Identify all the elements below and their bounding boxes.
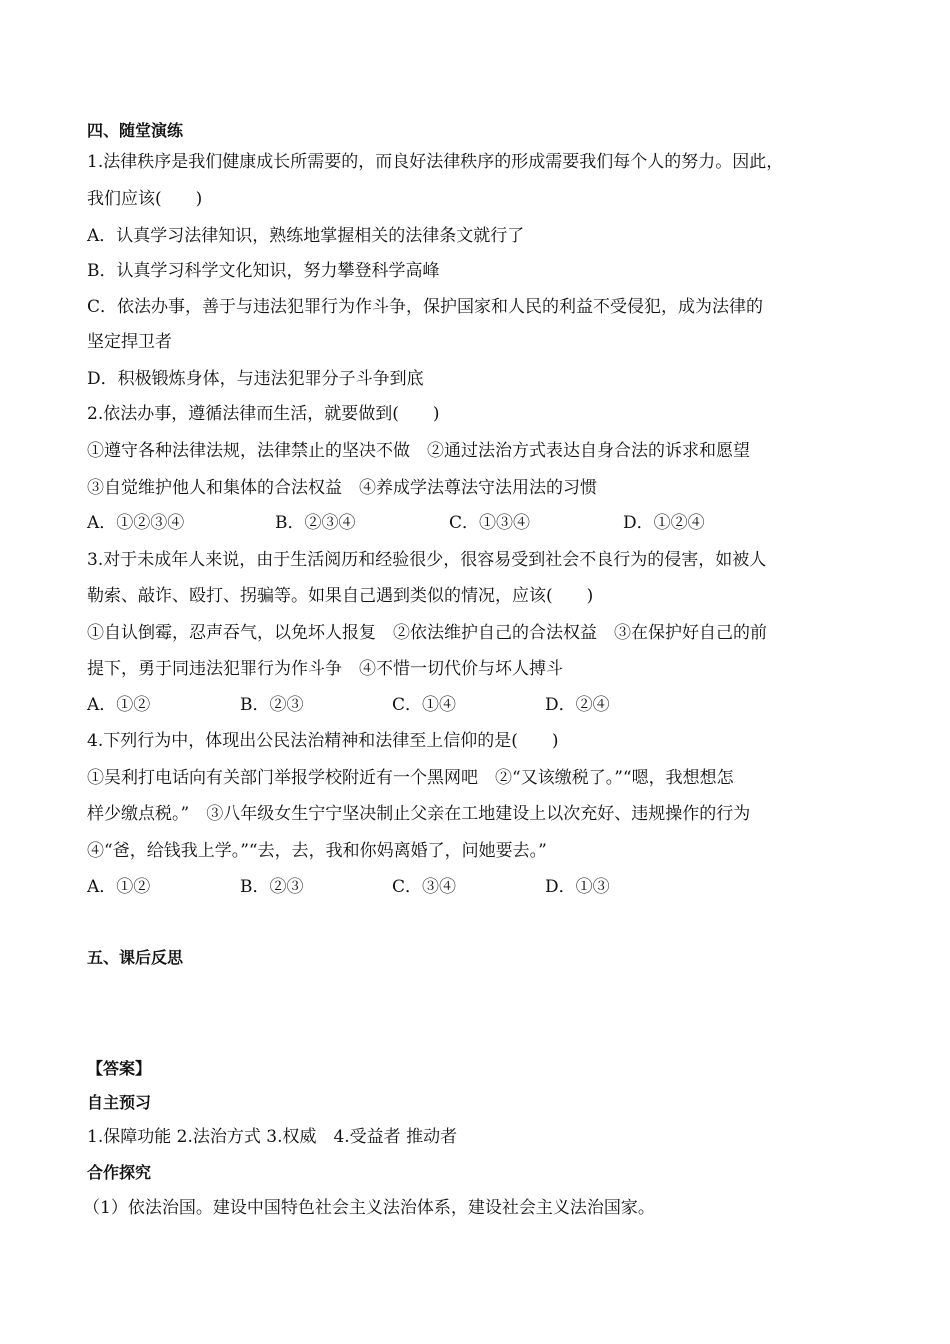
- q1-option-d: D．积极锻炼身体，与违法犯罪分子斗争到底: [87, 369, 424, 389]
- cooperative-inquiry-heading: 合作探究: [87, 1163, 152, 1182]
- q4-stem: 4.下列行为中，体现出公民法治精神和法律至上信仰的是( ): [87, 731, 559, 751]
- answers-heading: 【答案】: [87, 1059, 152, 1078]
- q2-option-b: B．②③④: [275, 513, 356, 533]
- q2-items-line2: ③自觉维护他人和集体的合法权益 ④养成学法尊法守法用法的习惯: [87, 478, 597, 498]
- q4-items-line1: ①吴利打电话向有关部门举报学校附近有一个黑网吧 ②“又该缴税了。”“嗯，我想想怎: [87, 768, 734, 788]
- q1-stem-line2: 我们应该( ): [87, 189, 203, 209]
- q1-option-c-line1: C．依法办事，善于与违法犯罪行为作斗争，保护国家和人民的利益不受侵犯，成为法律的: [87, 297, 764, 317]
- q1-option-b: B．认真学习科学文化知识，努力攀登科学高峰: [87, 261, 440, 281]
- q4-option-d: D．①③: [545, 877, 610, 897]
- cooperative-inquiry-answer: （1）依法治国。建设中国特色社会主义法治体系，建设社会主义法治国家。: [83, 1198, 655, 1218]
- q3-stem-line2: 勒索、敲诈、殴打、拐骗等。如果自己遇到类似的情况，应该( ): [87, 586, 594, 606]
- q3-items-line2: 提下，勇于同违法犯罪行为作斗争 ④不惜一切代价与坏人搏斗: [87, 659, 563, 679]
- q4-option-a: A．①②: [87, 877, 151, 897]
- q3-items-line1: ①自认倒霉，忍声吞气，以免坏人报复 ②依法维护自己的合法权益 ③在保护好自己的前: [87, 623, 767, 643]
- q2-option-c: C．①③④: [449, 513, 531, 533]
- q4-items-line3: ④“爸，给钱我上学。”“去，去，我和你妈离婚了，问她要去。”: [87, 841, 547, 861]
- q1-option-a: A．认真学习法律知识，熟练地掌握相关的法律条文就行了: [87, 226, 525, 246]
- q4-items-line2: 样少缴点税。” ③八年级女生宁宁坚决制止父亲在工地建设上以次充好、违规操作的行为: [87, 804, 751, 824]
- q2-option-d: D．①②④: [623, 513, 705, 533]
- q3-option-c: C．①④: [392, 695, 457, 715]
- q3-option-a: A．①②: [87, 695, 151, 715]
- q4-option-c: C．③④: [392, 877, 457, 897]
- section5-heading: 五、课后反思: [87, 948, 184, 967]
- q2-items-line1: ①遵守各种法律法规，法律禁止的坚决不做 ②通过法治方式表达自身合法的诉求和愿望: [87, 441, 750, 461]
- q1-option-c-line2: 坚定捍卫者: [87, 332, 172, 352]
- q4-option-b: B．②③: [240, 877, 304, 897]
- q2-option-a: A．①②③④: [87, 513, 185, 533]
- q1-stem-line1: 1.法律秩序是我们健康成长所需要的，而良好法律秩序的形成需要我们每个人的努力。因此，: [87, 152, 784, 172]
- section4-heading: 四、随堂演练: [87, 121, 184, 140]
- self-study-answers: 1.保障功能 2.法治方式 3.权威 4.受益者 推动者: [87, 1127, 458, 1147]
- q2-stem: 2.依法办事，遵循法律而生活，就要做到( ): [87, 404, 440, 424]
- q3-stem-line1: 3.对于未成年人来说，由于生活阅历和经验很少，很容易受到社会不良行为的侵害，如被人: [87, 550, 767, 570]
- self-study-heading: 自主预习: [87, 1093, 152, 1112]
- q3-option-d: D．②④: [545, 695, 610, 715]
- q3-option-b: B．②③: [240, 695, 304, 715]
